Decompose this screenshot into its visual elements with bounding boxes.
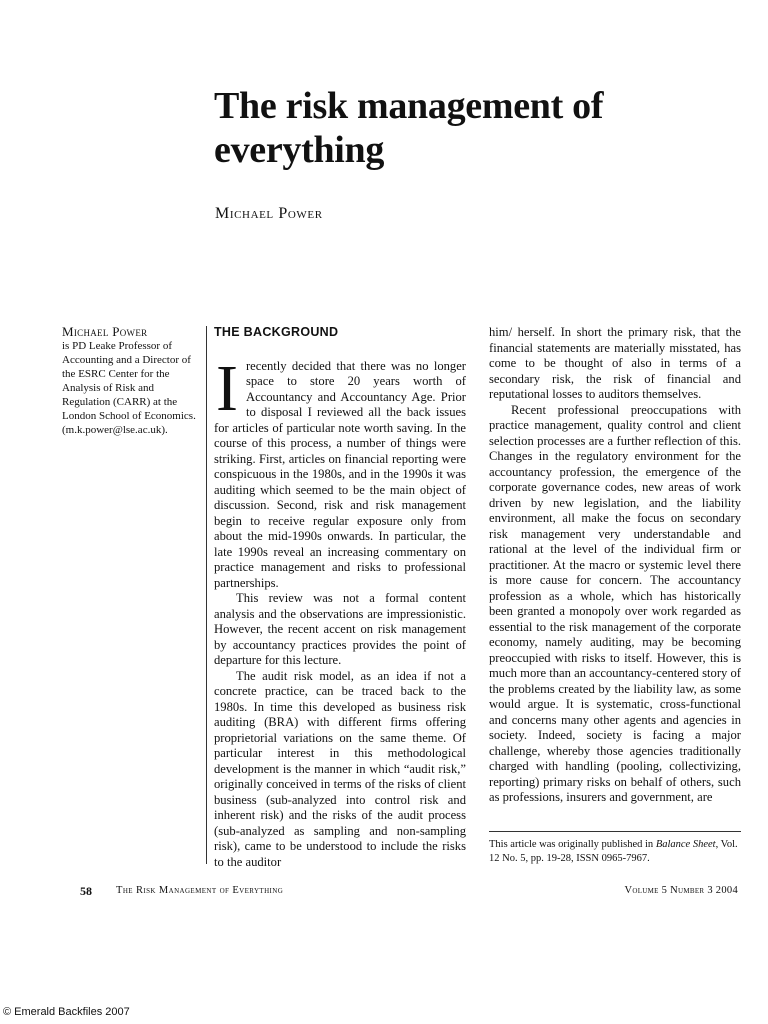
sidebar-author-email: (m.k.power@lse.ac.uk). xyxy=(62,424,168,436)
column-divider xyxy=(206,326,207,864)
article-author: Michael Power xyxy=(215,205,323,222)
volume-info: Volume 5 Number 3 2004 xyxy=(624,885,738,896)
running-title: The Risk Management of Everything xyxy=(116,885,284,896)
footnote-journal: Balance Sheet xyxy=(655,839,716,850)
body-column-2 xyxy=(489,325,741,806)
sidebar-author-bio: is PD Leake Professor of Accounting and a Director of the ESRC Center for the Analysis of Risk and Regulation (CARR) at the London School of Economics. xyxy=(62,340,196,422)
copyright-watermark: © Emerald Backfiles 2007 xyxy=(3,1006,130,1018)
sidebar-author-name: Michael Power xyxy=(62,324,148,339)
body-paragraph: The audit risk model, as an idea if not a concrete practice, can be traced back to the 1980s. In time this developed as business risk auditing (BRA) with different firms offering proprietorial variations on the same theme. Of particular interest in this methodological development is the manner in which “audit risk,” originally conceived in terms of the risks of client business (sub-analyzed into control risk and inherent risk) and the risks of the audit process (sub-analyzed as sampling and non-sampling risk), came to be understood to include the risks to the auditor xyxy=(214,668,466,869)
body-column-1 xyxy=(214,325,466,870)
footnote-suffix: , Vol. 12 No. 5, pp. 19-28, ISSN 0965-7967. xyxy=(489,839,738,864)
drop-cap: I xyxy=(216,351,238,425)
page-number: 58 xyxy=(80,884,92,898)
section-heading: THE BACKGROUND xyxy=(214,325,339,339)
footnote-divider xyxy=(489,831,741,832)
body-paragraph: Recent professional preoccupations with practice management, quality control and client selection processes are a further reflection of this. Changes in the regulatory environment for the accountancy profession, the emergence of the corporate governance codes, new areas of work driven by new legislation, and the liability environment, all make the focus on secondary risk management very understandable and rational at the level of the individual firm or practitioner. At the macro or systemic level there is more cause for concern. The accountancy profession as a whole, which has historically been granted a monopoly over work regarded as essential to the risk management of the corporate economy, namely auditing, may be becoming preoccupied with risks to itself. However, this is much more than an accountancy-centered story of the problems created by the liability law, as some would argue. It is systematic, cross-functional and concerns many other agents and agencies in society. Indeed, society is facing a major challenge, whereby those agencies traditionally charged with handling (pooling, collectivizing, reporting) primary risks on behalf of others, such as professions, insurers and government, are xyxy=(489,402,741,804)
body-paragraph: This review was not a formal content analysis and the observations are impressionistic. However, the recent accent on risk management by accountancy practices provides the point of departure for this lecture. xyxy=(214,591,466,667)
article-title: The risk management of everything xyxy=(214,85,604,171)
footnote-prefix: This article was originally published in xyxy=(489,839,656,850)
body-paragraph-text: recently decided that there was no longer space to store 20 years worth of Accountancy and Accountancy Age. Prior to disposal I reviewed all the back issues for articles of particular note worth saving. In the course of this process, a number of things were striking. First, articles on financial reporting were conspicuous in the 1980s, and in the 1990s it was auditing which seemed to be the main object of discussion. Second, risk and risk management begin to receive regular exposure only from about the mid-1990s onwards. In particular, the late 1990s reveal an increasing commentary on practice management and risks to professional partnerships. xyxy=(214,358,466,590)
author-sidebar xyxy=(62,325,202,437)
body-paragraph: him/ herself. In short the primary risk, that the financial statements are materially misstated, has come to be thought of also in terms of a secondary risk, the risk of financial and reputational losses to auditors themselves. xyxy=(489,325,741,401)
body-paragraph xyxy=(214,351,466,592)
footnote xyxy=(489,838,744,866)
